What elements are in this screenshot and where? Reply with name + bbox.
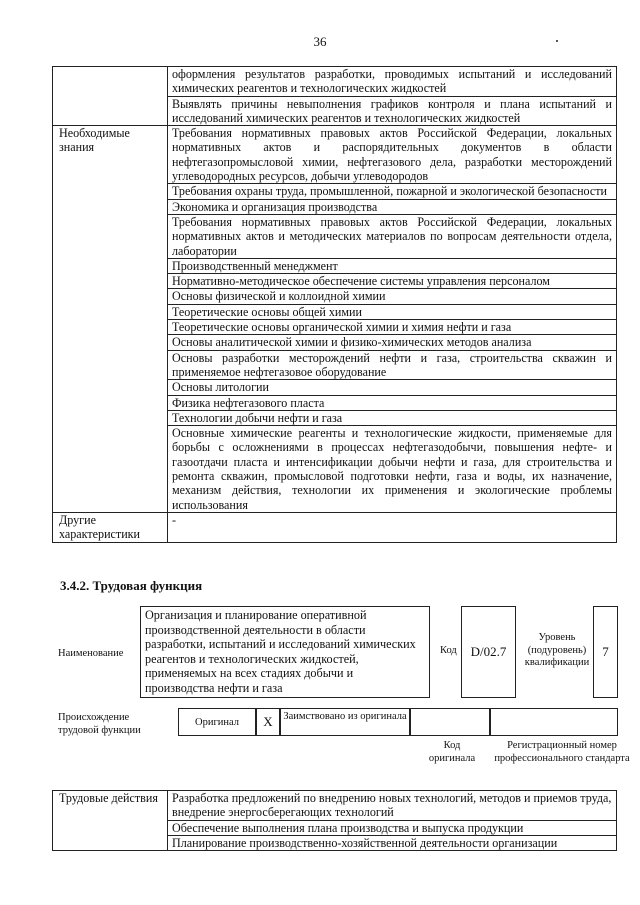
knowledge-row: Основы аналитической химии и физико-химических методов анализа: [168, 335, 617, 350]
knowledge-row: Основы разработки месторождений нефти и газа, строительства скважин и применяемое нефтегазовое оборудование: [168, 350, 617, 380]
original-mark-cell: X: [256, 708, 280, 736]
skill-row: Выявлять причины невыполнения графиков контроля и плана испытаний и исследований химических реагентов и технологических жидкостей: [168, 96, 617, 126]
scan-speck: [556, 40, 558, 42]
knowledge-row: Технологии добычи нефти и газа: [168, 410, 617, 425]
knowledge-row: Нормативно-методическое обеспечение системы управления персоналом: [168, 274, 617, 289]
skills-label-cell: [53, 96, 168, 126]
knowledge-label: Необходимые знания: [53, 126, 168, 513]
labor-action-row: Обеспечение выполнения плана производства и выпуска продукции: [168, 820, 617, 835]
other-characteristics-value: -: [168, 512, 617, 542]
code-value-box: D/02.7: [461, 606, 516, 698]
labor-actions-table: [52, 790, 617, 851]
function-name-box: Организация и планирование оперативной производственной деятельности в области разработки, испытаний и исследований химических реагентов и технологических жидкостей, применяемых на всех стадиях добычи и производства нефти и газа: [140, 606, 430, 698]
knowledge-row: Теоретические основы органической химии и химия нефти и газа: [168, 320, 617, 335]
knowledge-row: Теоретические основы общей химии: [168, 304, 617, 319]
borrowed-label-cell: Заимствовано из оригинала: [280, 708, 410, 736]
skills-label-cell: [53, 67, 168, 97]
level-value-box: 7: [593, 606, 618, 698]
original-label-cell: Оригинал: [178, 708, 256, 736]
level-label: Уровень (подуровень) квалификации: [524, 632, 590, 668]
origin-code-label: Код оригинала: [428, 740, 476, 764]
other-characteristics-label: Другие характеристики: [53, 512, 168, 542]
origin-label: Происхождение трудовой функции: [58, 712, 141, 736]
labor-action-row: Разработка предложений по внедрению новых технологий, методов и приемов труда, внедрение энергосберегающих технологий: [168, 791, 617, 821]
knowledge-row: Экономика и организация производства: [168, 199, 617, 214]
knowledge-row: Требования охраны труда, промышленной, пожарной и экологической безопасности: [168, 184, 617, 199]
page-number: 36: [313, 34, 327, 49]
labor-actions-label: Трудовые действия: [53, 791, 168, 851]
origin-code-cell: [410, 708, 490, 736]
labor-action-row: Планирование производственно-хозяйственной деятельности организации: [168, 835, 617, 850]
name-label: Наименование: [58, 648, 124, 659]
code-label: Код: [440, 645, 457, 656]
knowledge-row: Требования нормативных правовых актов Российской Федерации, локальных нормативных актов и методических материалов по вопросам деятельности отдела, лаборатории: [168, 214, 617, 258]
knowledge-row: Производственный менеджмент: [168, 258, 617, 273]
knowledge-row: Требования нормативных правовых актов Российской Федерации, локальных нормативных актов и распорядительных документов в области нефтегазопромысловой химии, нефтегазового дела, разработки месторождений углеводородных ресурсов, добычи углеводородов: [168, 126, 617, 184]
knowledge-row: Основы физической и коллоидной химии: [168, 289, 617, 304]
reg-number-label: Регистрационный номер профессионального стандарта: [494, 740, 630, 764]
origin-row: [178, 708, 618, 736]
knowledge-row: Основные химические реагенты и технологические жидкости, применяемые для борьбы с осложнениями в процессах нефтегазодобычи, повышения нефте- и газоотдачи пласта и интенсификации добычи нефти и газа, для строительства и ремонта скважин, промысловой подготовки нефти, газа и воды, их назначение, механизм действия, технологии их применения и экологические проблемы использования: [168, 426, 617, 513]
requirements-table: [52, 66, 617, 543]
knowledge-row: Основы литологии: [168, 380, 617, 395]
reg-number-cell: [490, 708, 618, 736]
skill-row: оформления результатов разработки, проводимых испытаний и исследований химических реагентов и технологических жидкостей: [168, 67, 617, 97]
knowledge-row: Физика нефтегазового пласта: [168, 395, 617, 410]
section-heading: 3.4.2. Трудовая функция: [60, 578, 203, 593]
